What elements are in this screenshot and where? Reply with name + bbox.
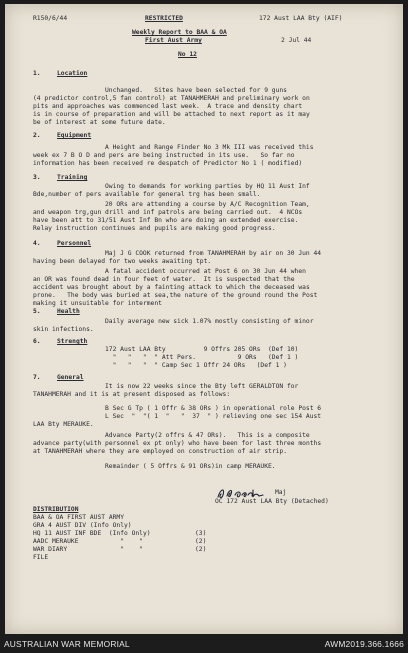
body-line: L Sec " "( 1 " " 37 " ) relieving one sec 154 Aust (105, 413, 322, 420)
body-line: Unchanged. Sites have been selected for 9 guns (105, 87, 287, 94)
distribution-row: WAR DIARY " " (33, 546, 143, 553)
strength-line: 172 Aust LAA Bty 9 Offrs 205 ORs (Def 10) (105, 346, 299, 353)
classification-label: RESTRICTED (145, 15, 183, 22)
body-line: A Height and Range Finder No 3 Mk III was received this (105, 144, 314, 151)
distribution-heading: DISTRIBUTION (33, 506, 79, 513)
section-heading: General (57, 374, 84, 381)
section-number: 3. (33, 174, 41, 181)
distribution-copies: (3) (195, 530, 207, 537)
body-line: Advance Party(2 offrs & 47 ORs). This is a composite (105, 432, 310, 439)
report-date: 2 Jul 44 (281, 37, 312, 44)
body-line: LAA Bty MERAUKE. (33, 421, 94, 428)
section-number: 1. (33, 70, 41, 77)
body-line: having been delayed for two weeks awaiting tpt. (33, 258, 212, 265)
signature-block: OC 172 Aust LAA Bty (Detached) (215, 498, 329, 505)
section-number: 6. (33, 338, 41, 345)
body-line: Relay instruction continues and pupils are making good progress. (33, 225, 276, 232)
body-line: prone. The body was buried at sea,the nature of the ground round the Post (33, 292, 318, 299)
archive-name: AUSTRALIAN WAR MEMORIAL (4, 639, 130, 649)
body-line: 20 ORs are attending a course by A/C Recognition Team, (105, 201, 310, 208)
file-reference: R150/6/44 (33, 15, 68, 22)
body-line: at TANAHMERAH where they are employed on construction of air strip. (33, 448, 288, 455)
section-heading: Location (57, 70, 88, 77)
section-heading: Health (57, 308, 80, 315)
section-heading: Strength (57, 338, 88, 345)
report-title-line2: First Aust Army (145, 37, 202, 44)
body-line: A fatal accident occurred at Post 6 on 30 Jun 44 when (105, 268, 306, 275)
distribution-row: BAA & OA FIRST AUST ARMY (33, 514, 124, 521)
body-line: have been att to 31/51 Aust Inf Bn who are doing an extended exercise. (33, 217, 299, 224)
body-line: Maj J G COOK returned from TANAHMERAH by air on 30 Jun 44 (105, 250, 322, 257)
body-line: be of interest at some future date. (33, 119, 166, 126)
strength-line: " " " " Att Pers. 9 ORs (Def 1 ) (105, 354, 299, 361)
body-line: is in course of preparation and will be attached to next report as it may (33, 111, 310, 118)
section-number: 5. (33, 308, 41, 315)
archive-footer (0, 636, 408, 653)
body-line: accident was brought about by a fainting attack to which the deceased was (33, 284, 310, 291)
body-line: Owing to demands for working parties by HQ 11 Aust Inf (105, 183, 310, 190)
body-line: Bde,number of pers available for general trg has been small. (33, 191, 261, 198)
distribution-copies: (2) (195, 538, 207, 545)
body-line: It is now 22 weeks since the Bty left GERALDTON for (105, 383, 299, 390)
section-number: 4. (33, 240, 41, 247)
strength-line: " " " " Camp Sec 1 Offr 24 ORs (Def 1 ) (105, 362, 287, 369)
document-page (5, 4, 403, 634)
body-line: Remainder ( 5 Offrs & 91 ORs)in camp MERAUKE. (105, 463, 276, 470)
archive-accession-number: AWM2019.366.1666 (324, 639, 404, 649)
body-line: an OR was found dead in four feet of water. It is suspected that the (33, 276, 295, 283)
distribution-row: HQ 11 AUST INF BDE (Info Only) (33, 530, 151, 537)
body-line: B Sec G Tp ( 1 Offr & 38 ORs ) in operational role Post 6 (105, 405, 322, 412)
section-number: 2. (33, 132, 41, 139)
body-line: advance party(with personnel ex pt only) who have been for last three months (33, 440, 322, 447)
distribution-row: FILE (33, 554, 49, 561)
section-heading: Personnel (57, 240, 92, 247)
section-number: 7. (33, 374, 41, 381)
body-line: (4 predictor control,5 fan control) at TANAHMERAH and preliminary work on (33, 95, 310, 102)
body-line: Daily average new sick 1.07% mostly consisting of minor (105, 318, 314, 325)
body-line: skin infections. (33, 326, 94, 333)
distribution-copies: (2) (195, 546, 207, 553)
body-line: information has been received re despatch of Predictor No 1 ( modified) (33, 160, 303, 167)
distribution-row: AADC MERAUKE " " (33, 538, 143, 545)
signature-rank: Maj (275, 489, 287, 496)
distribution-row: GRA 4 AUST DIV (Info Only) (33, 522, 132, 529)
body-line: week ex 7 B O D and pers are being instructed in its use. So far no (33, 152, 295, 159)
body-line: and weapon trg,gun drill and inf patrols are being carried out. 4 NCOs (33, 209, 303, 216)
body-line: TANAHMERAH and it is at present disposed as follows: (33, 391, 231, 398)
report-title-line1: Weekly Report to BAA & OA (132, 29, 227, 36)
unit-name: 172 Aust LAA Bty (AIF) (259, 15, 343, 22)
section-heading: Equipment (57, 132, 92, 139)
body-line: pits and approaches was commenced last week. A trace and density chart (33, 103, 303, 110)
body-line: making it unsuitable for interment (33, 300, 162, 307)
section-heading: Training (57, 174, 88, 181)
report-number: No 12 (178, 51, 197, 58)
